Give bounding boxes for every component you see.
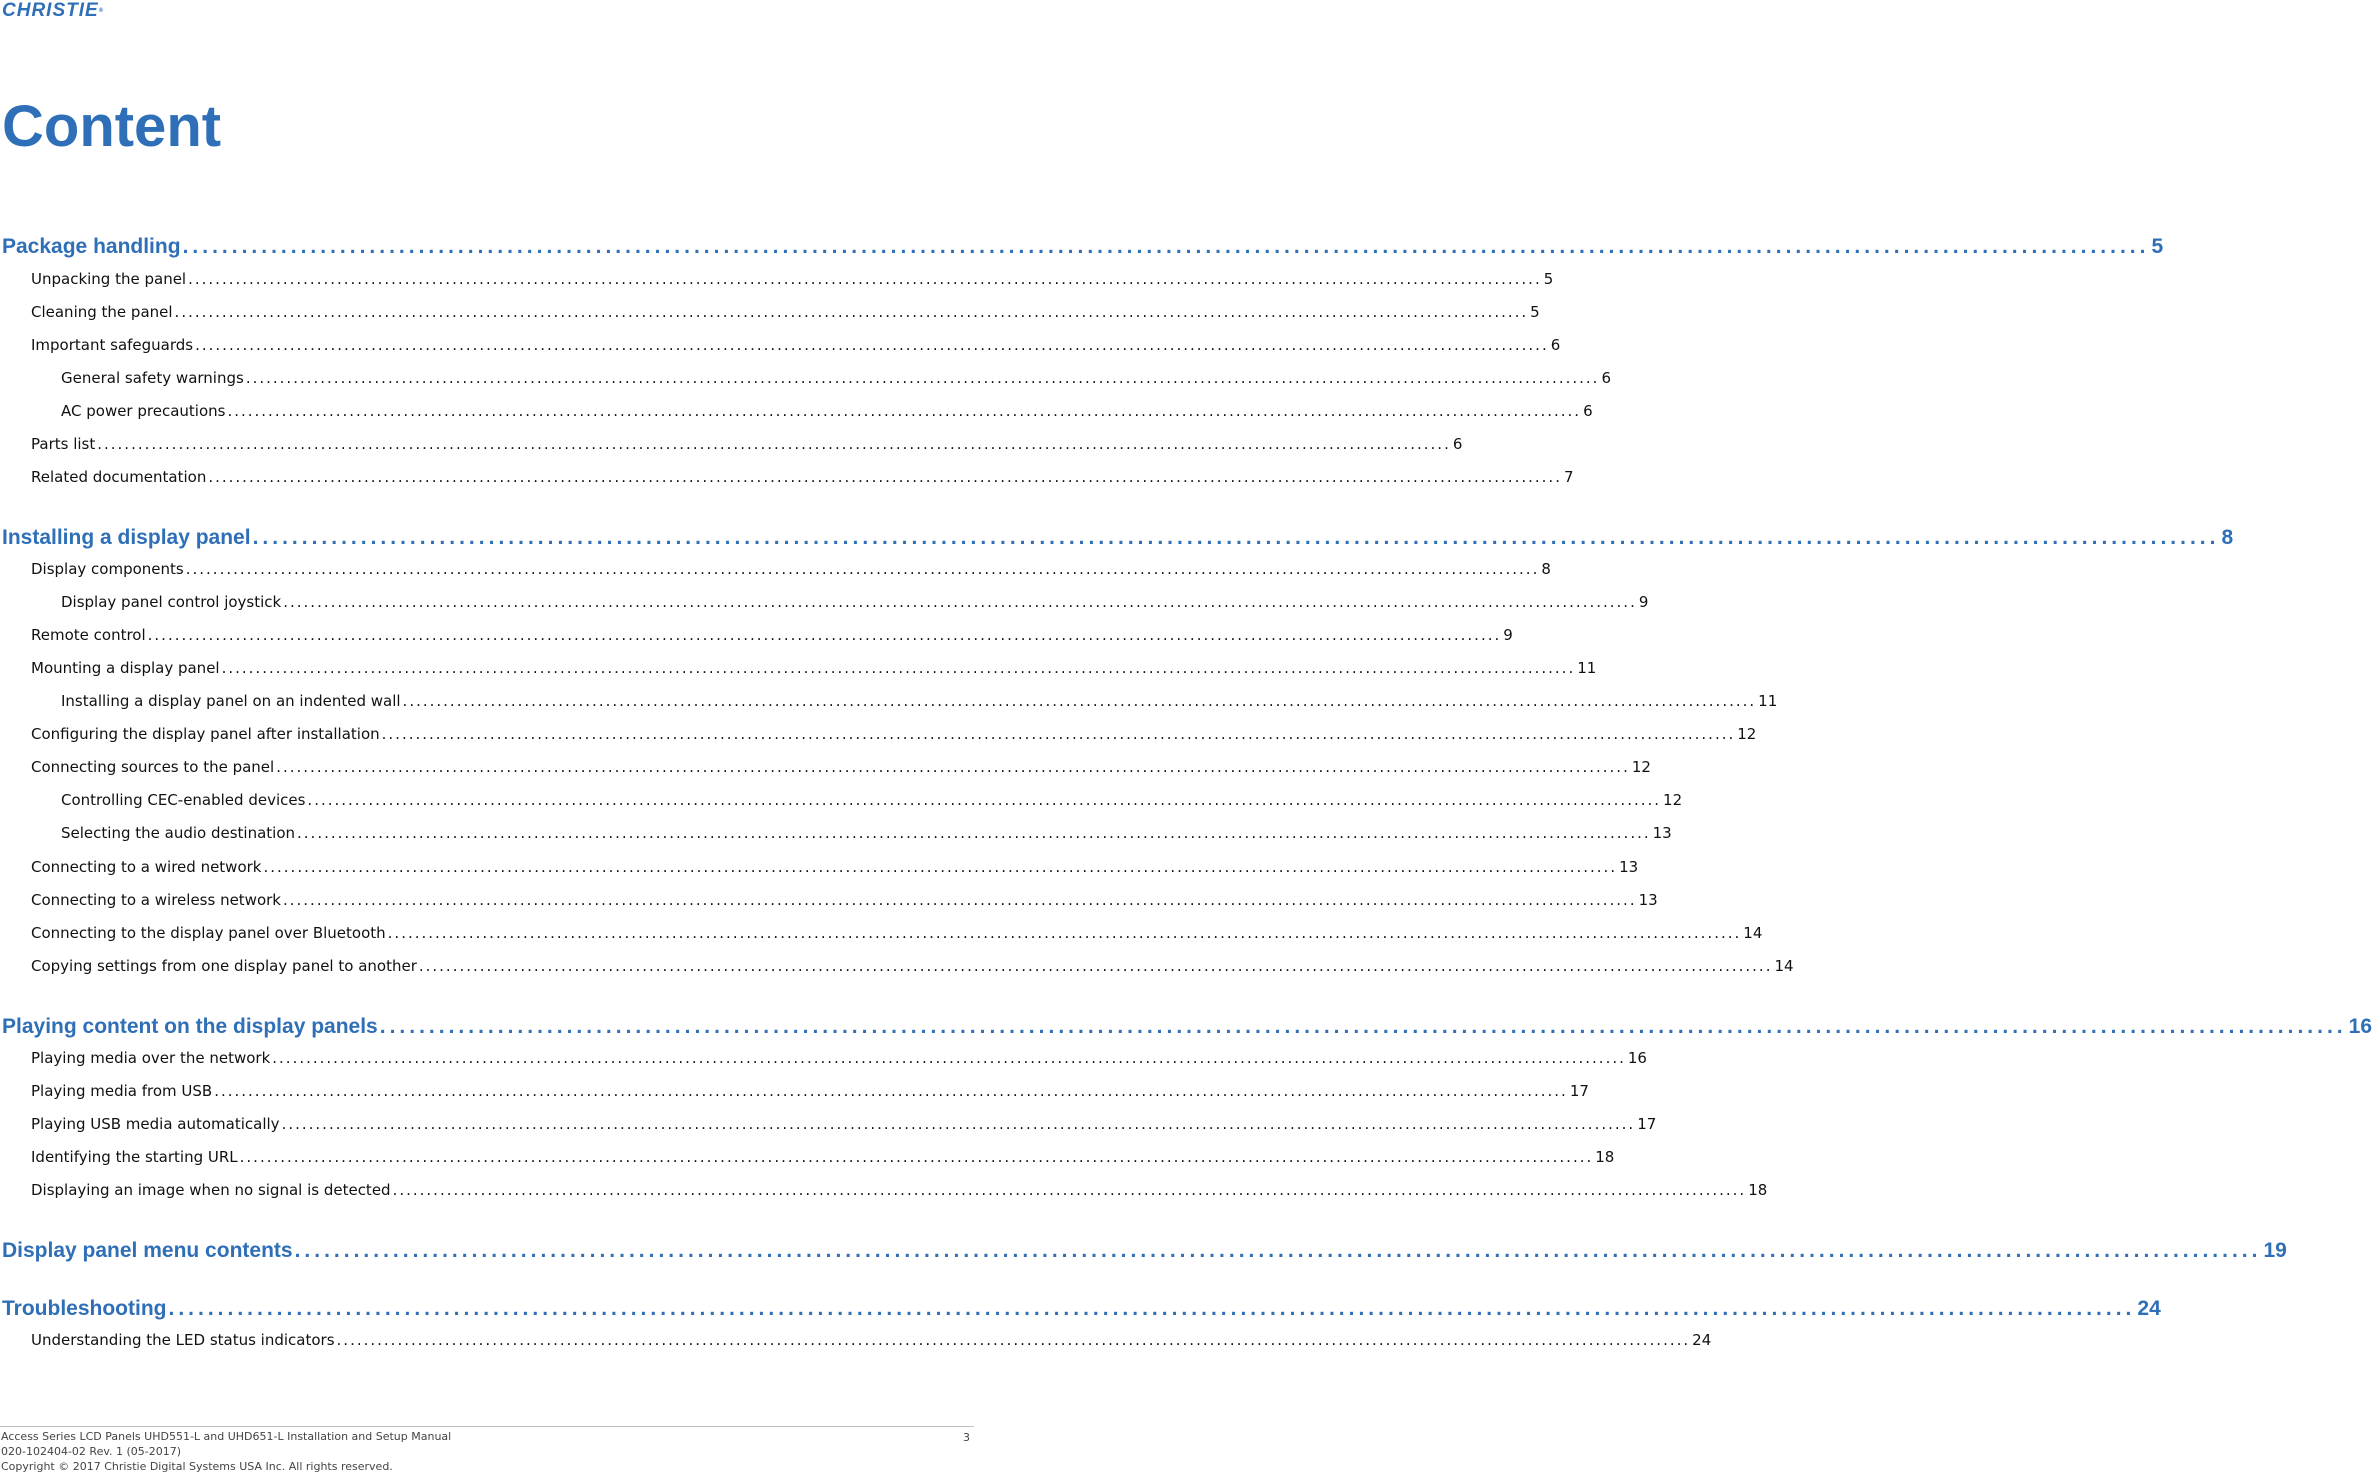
toc-entry-label: Connecting sources to the panel <box>31 758 275 776</box>
footer-page-number: 3 <box>963 1431 970 1444</box>
toc-leader-dots: ........................................................................................................................................................................................................ <box>282 891 1637 909</box>
toc-leader-dots: ........................................................................................................................................................................................................ <box>336 1331 1691 1349</box>
toc-page-number: 5 <box>1543 270 1554 288</box>
toc-section[interactable] <box>2 1014 2372 1040</box>
toc-entry[interactable] <box>31 269 1554 289</box>
footer-copyright: Copyright © 2017 Christie Digital Systems USA Inc. All rights reserved. <box>1 1460 393 1473</box>
toc-entry[interactable] <box>31 434 1463 454</box>
toc-entry-label: Display panel menu contents <box>2 1239 293 1262</box>
toc-entry[interactable] <box>31 1180 1768 1200</box>
toc-entry-label: Configuring the display panel after installation <box>31 725 380 743</box>
toc-entry[interactable] <box>31 956 1794 976</box>
toc-leader-dots: ........................................................................................................................................................................................................ <box>418 957 1773 975</box>
toc-entry-label: Remote control <box>31 626 146 644</box>
toc-entry[interactable] <box>31 1048 1647 1068</box>
toc-leader-dots: ........................................................................................................................................................................................................ <box>174 303 1529 321</box>
toc-leader-dots: ........................................................................................................................................................................................................ <box>221 659 1576 677</box>
toc-entry-label: Troubleshooting <box>2 1297 167 1320</box>
toc-entry-label: General safety warnings <box>61 369 244 387</box>
toc-section[interactable] <box>2 1296 2161 1322</box>
toc-leader-dots: ........................................................................................................................................................................................................ <box>182 235 2150 258</box>
toc-page-number: 9 <box>1638 593 1649 611</box>
toc-leader-dots: ........................................................................................................................................................................................................ <box>281 1115 1636 1133</box>
toc-entry-label: Display components <box>31 560 184 578</box>
toc-leader-dots: ........................................................................................................................................................................................................ <box>283 593 1637 611</box>
toc-entry-label: Playing media from USB <box>31 1082 213 1100</box>
toc-entry[interactable] <box>61 592 1649 612</box>
toc-leader-dots: ........................................................................................................................................................................................................ <box>294 1239 2262 1262</box>
toc-entry[interactable] <box>61 790 1683 810</box>
toc-entry[interactable] <box>61 691 1778 711</box>
toc-entry-label: Mounting a display panel <box>31 659 220 677</box>
toc-page-number: 11 <box>1577 659 1597 677</box>
toc-entry-label: Connecting to a wired network <box>31 858 262 876</box>
toc-entry-label: Important safeguards <box>31 336 194 354</box>
toc-page-number: 13 <box>1652 824 1672 842</box>
toc-section[interactable] <box>2 1238 2287 1264</box>
toc-entry[interactable] <box>31 923 1763 943</box>
toc-leader-dots: ........................................................................................................................................................................................................ <box>297 824 1651 842</box>
toc-leader-dots: ........................................................................................................................................................................................................ <box>208 468 1562 486</box>
toc-entry-label: Selecting the audio destination <box>61 824 296 842</box>
toc-page-number: 12 <box>1631 758 1651 776</box>
toc-page-number: 6 <box>1601 369 1611 387</box>
toc-page-number: 11 <box>1758 692 1778 710</box>
toc-entry-label: Playing content on the display panels <box>2 1015 378 1038</box>
toc-entry[interactable] <box>31 1147 1615 1167</box>
toc-page-number: 5 <box>1530 303 1540 321</box>
toc-page-number: 24 <box>2137 1297 2161 1320</box>
toc-page-number: 6 <box>1452 435 1463 453</box>
toc-page-number: 13 <box>1619 858 1639 876</box>
footer-manual-title: Access Series LCD Panels UHD551-L and UHD651-L Installation and Setup Manual <box>1 1430 452 1443</box>
toc-page-number: 13 <box>1638 891 1658 909</box>
toc-entry[interactable] <box>31 335 1561 355</box>
toc-leader-dots: ........................................................................................................................................................................................................ <box>387 924 1742 942</box>
toc-page-number: 12 <box>1663 791 1683 809</box>
toc-leader-dots: ........................................................................................................................................................................................................ <box>214 1082 1568 1100</box>
toc-page-number: 16 <box>1627 1049 1647 1067</box>
toc-entry-label: Related documentation <box>31 468 207 486</box>
toc-page-number: 24 <box>1692 1331 1712 1349</box>
toc-entry-label: Display panel control joystick <box>61 593 282 611</box>
toc-entry[interactable] <box>31 467 1574 487</box>
toc-page-number: 14 <box>1743 924 1763 942</box>
toc-page-number: 8 <box>2221 526 2234 549</box>
toc-entry-label: Installing a display panel on an indented wall <box>61 692 401 710</box>
toc-entry[interactable] <box>31 857 1639 877</box>
toc-page-number: 5 <box>2151 235 2164 258</box>
toc-entry-label: Playing media over the network <box>31 1049 271 1067</box>
toc-section[interactable] <box>2 234 2164 260</box>
toc-page-number: 18 <box>1748 1181 1768 1199</box>
page-footer <box>0 1426 974 1474</box>
toc-page-number: 17 <box>1637 1115 1657 1133</box>
toc-entry[interactable] <box>61 368 1611 388</box>
toc-page-number: 8 <box>1541 560 1551 578</box>
toc-entry[interactable] <box>31 724 1757 744</box>
toc-leader-dots: ........................................................................................................................................................................................................ <box>239 1148 1594 1166</box>
toc-leader-dots: ........................................................................................................................................................................................................ <box>402 692 1757 710</box>
toc-entry-label: Copying settings from one display panel to another <box>31 957 417 975</box>
toc-entry-label: Playing USB media automatically <box>31 1115 280 1133</box>
toc-entry-label: Identifying the starting URL <box>31 1148 238 1166</box>
toc-leader-dots: ........................................................................................................................................................................................................ <box>272 1049 1626 1067</box>
toc-entry[interactable] <box>31 625 1513 645</box>
toc-entry-label: Controlling CEC-enabled devices <box>61 791 306 809</box>
toc-page-number: 14 <box>1774 957 1794 975</box>
toc-page-number: 19 <box>2263 1239 2287 1262</box>
toc-entry-label: Unpacking the panel <box>31 270 187 288</box>
toc-entry[interactable] <box>31 1330 1712 1350</box>
toc-entry-label: Parts list <box>31 435 96 453</box>
toc-leader-dots: ........................................................................................................................................................................................................ <box>245 369 1600 387</box>
toc-page-number: 17 <box>1569 1082 1589 1100</box>
footer-revision: 020-102404-02 Rev. 1 (05-2017) <box>1 1445 182 1458</box>
toc-entry[interactable] <box>31 1081 1589 1101</box>
toc-leader-dots: ........................................................................................................................................................................................................ <box>168 1297 2136 1320</box>
toc-entry[interactable] <box>31 559 1551 579</box>
toc-entry-label: Understanding the LED status indicators <box>31 1331 335 1349</box>
toc-leader-dots: ........................................................................................................................................................................................................ <box>147 626 1502 644</box>
toc-entry[interactable] <box>31 1114 1657 1134</box>
toc-leader-dots: ........................................................................................................................................................................................................ <box>263 858 1618 876</box>
page-title: Content <box>2 94 222 159</box>
christie-logo: CHRISTIE® <box>2 0 105 21</box>
toc-entry-label: Installing a display panel <box>2 526 251 549</box>
toc-section[interactable] <box>2 525 2234 551</box>
toc-entry-label: Package handling <box>2 235 181 258</box>
toc-leader-dots: ........................................................................................................................................................................................................ <box>307 791 1662 809</box>
toc-entry[interactable] <box>31 757 1651 777</box>
toc-leader-dots: ........................................................................................................................................................................................................ <box>381 725 1736 743</box>
toc-page-number: 9 <box>1503 626 1513 644</box>
toc-leader-dots: ........................................................................................................................................................................................................ <box>195 336 1549 354</box>
toc-entry[interactable] <box>61 823 1672 843</box>
toc-entry-label: Connecting to the display panel over Bluetooth <box>31 924 386 942</box>
toc-leader-dots: ........................................................................................................................................................................................................ <box>227 402 1582 420</box>
toc-entry-label: Cleaning the panel <box>31 303 173 321</box>
toc-page-number: 6 <box>1550 336 1561 354</box>
toc-entry-label: AC power precautions <box>61 402 226 420</box>
toc-leader-dots: ........................................................................................................................................................................................................ <box>188 270 1542 288</box>
toc-entry-label: Connecting to a wireless network <box>31 891 281 909</box>
toc-entry[interactable] <box>31 302 1540 322</box>
toc-leader-dots: ........................................................................................................................................................................................................ <box>276 758 1630 776</box>
toc-leader-dots: ........................................................................................................................................................................................................ <box>379 1015 2347 1038</box>
toc-leader-dots: ........................................................................................................................................................................................................ <box>392 1181 1747 1199</box>
toc-entry-label: Displaying an image when no signal is detected <box>31 1181 391 1199</box>
toc-page-number: 16 <box>2348 1015 2372 1038</box>
toc-page-number: 6 <box>1583 402 1593 420</box>
toc-page-number: 18 <box>1595 1148 1615 1166</box>
toc-leader-dots: ........................................................................................................................................................................................................ <box>252 526 2220 549</box>
toc-leader-dots: ........................................................................................................................................................................................................ <box>185 560 1540 578</box>
toc-entry[interactable] <box>31 890 1658 910</box>
toc-entry[interactable] <box>61 401 1593 421</box>
toc-leader-dots: ........................................................................................................................................................................................................ <box>97 435 1451 453</box>
toc-page-number: 7 <box>1563 468 1574 486</box>
toc-entry[interactable] <box>31 658 1597 678</box>
toc-page-number: 12 <box>1737 725 1757 743</box>
